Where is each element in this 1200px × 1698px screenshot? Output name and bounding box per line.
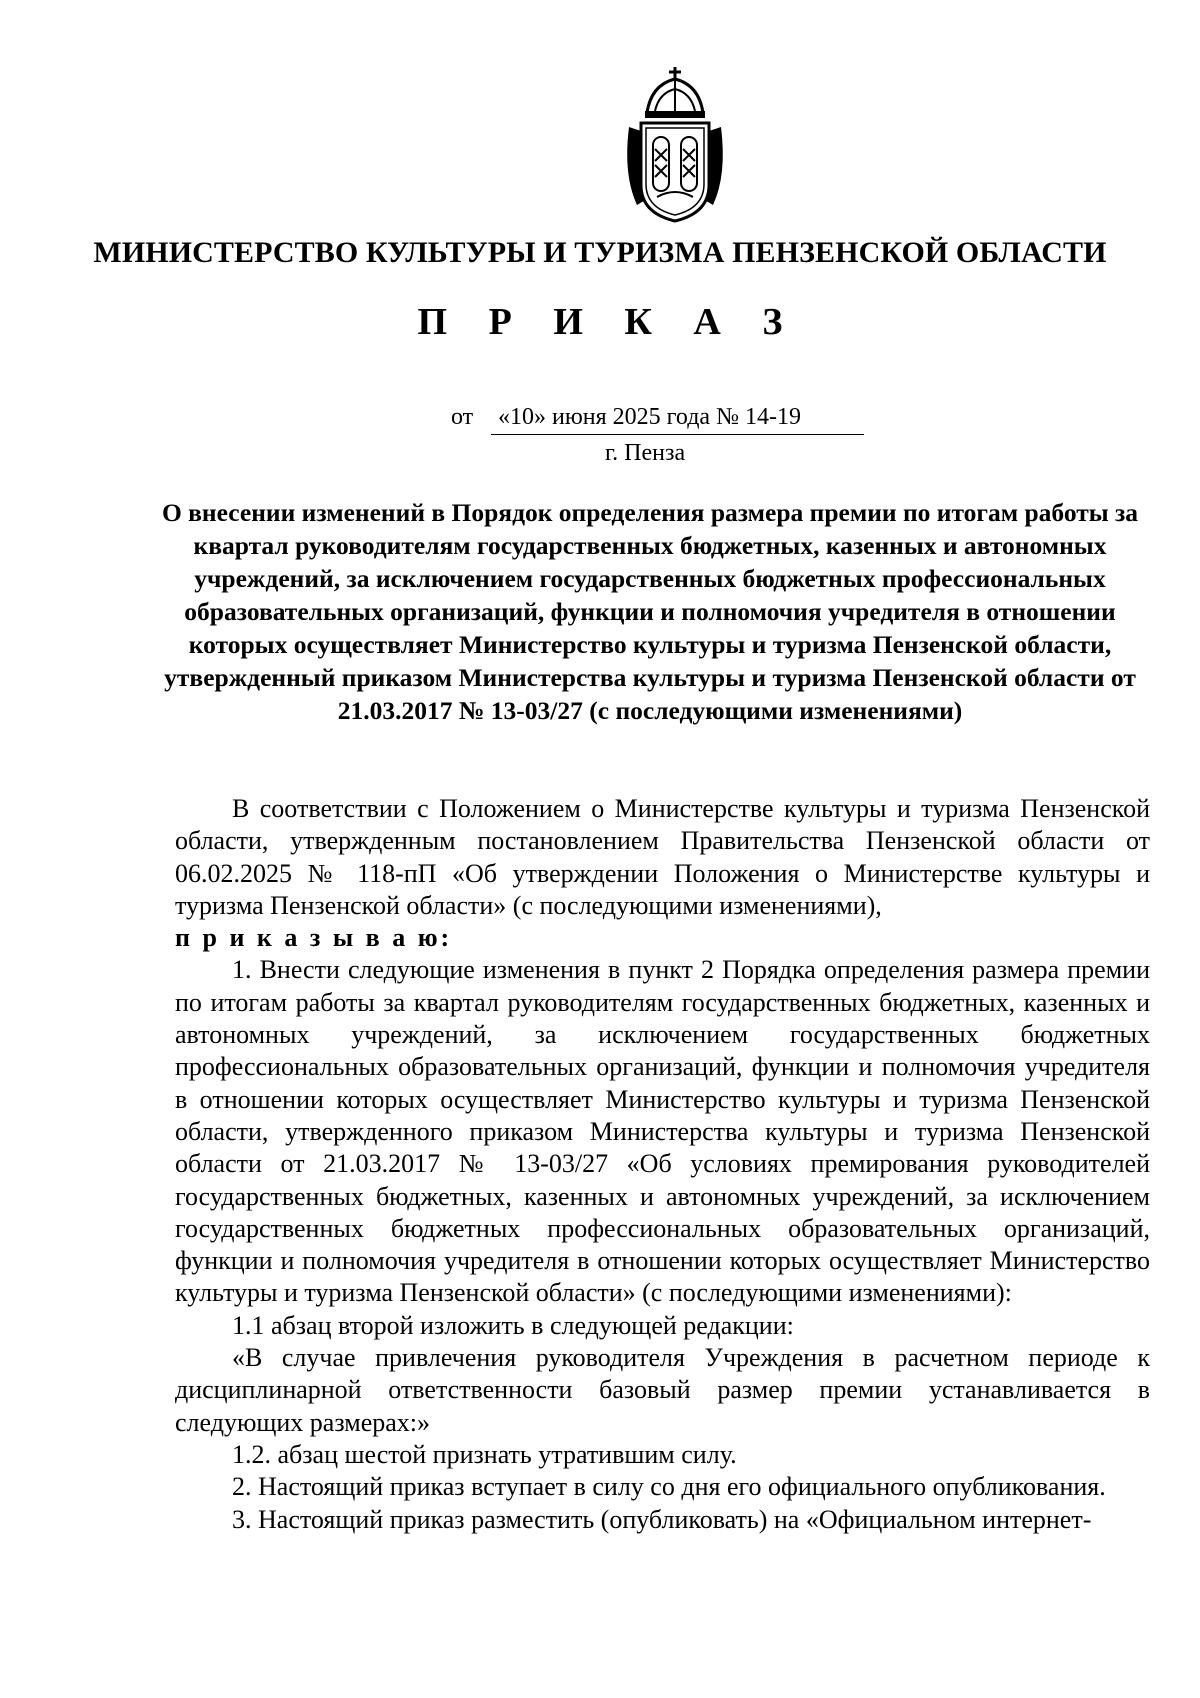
- decree-word: п р и к а з ы в а ю:: [175, 923, 453, 953]
- date-prefix: от: [451, 404, 474, 430]
- paragraph-1-2: 1.2. абзац шестой признать утратившим силу.: [232, 1439, 737, 1469]
- paragraph-quote: «В случае привлечения руководителя Учреждения в расчетном периоде к дисциплинарной ответственности базовый размер премии устанавливается в следующих размерах:»: [175, 1343, 1150, 1437]
- document-type-title: П Р И К А З: [417, 301, 799, 343]
- paragraph-1: 1. Внести следующие изменения в пункт 2 Порядка определения размера премии по итогам работы за квартал руководителям государственных бюджетных, казенных и автономных учреждений, за исключением государственных бюджетных профессиональных образовательных организаций, функции и полномочия учредителя в отношении которых осуществляет Министерство культуры и туризма Пензенской области, утвержденного приказом Министерства культуры и туризма Пензенской области от 21.03.2017 № 13-03/27 «Об условиях премирования руководителей государственных бюджетных, казенных и автономных учреждений, за исключением государственных бюджетных профессиональных образовательных организаций, функции и полномочия учредителя в отношении которых осуществляет Министерство культуры и туризма Пензенской области» (с последующими изменениями):: [175, 955, 1150, 1308]
- paragraph-1-1: 1.1 абзац второй изложить в следующей редакции:: [232, 1310, 794, 1340]
- order-subject: О внесении изменений в Порядок определения размера премии по итогам работы за квартал руководителям государственных бюджетных, казенных и автономных учреждений, за исключением государственных бюджетных профессиональных образовательных организаций, функции и полномочия учредителя в отношении которых осуществляет Министерство культуры и туризма Пензенской области, утвержденный приказом Министерства культуры и туризма Пензенской области от 21.03.2017 № 13-03/27 (с последующими изменениями): [161, 498, 1139, 725]
- city-row: [0, 440, 1200, 470]
- order-date-number: «10» июня 2025 года № 14-19: [498, 404, 801, 430]
- paragraph-3: 3. Настоящий приказ разместить (опубликовать) на «Официальном интернет-: [232, 1504, 1092, 1534]
- order-body: [175, 793, 1150, 1536]
- ministry-name: МИНИСТЕРСТВО КУЛЬТУРЫ И ТУРИЗМА ПЕНЗЕНСКОЙ ОБЛАСТИ: [93, 236, 1107, 269]
- paragraph-2: 2. Настоящий приказ вступает в силу со дня его официального опубликования.: [232, 1472, 1106, 1502]
- city-name: г. Пенза: [605, 440, 686, 466]
- date-underline: [491, 434, 864, 435]
- decree-word-line: [175, 922, 1150, 954]
- coat-of-arms-icon: [615, 65, 735, 225]
- order-date-row: [0, 404, 1200, 440]
- preamble-paragraph: В соответствии с Положением о Министерстве культуры и туризма Пензенской области, утвержденным постановлением Правительства Пензенской области от 06.02.2025 № 118-пП «Об утверждении Положения о Министерстве культуры и туризма Пензенской области» (с последующими изменениями),: [175, 794, 1150, 920]
